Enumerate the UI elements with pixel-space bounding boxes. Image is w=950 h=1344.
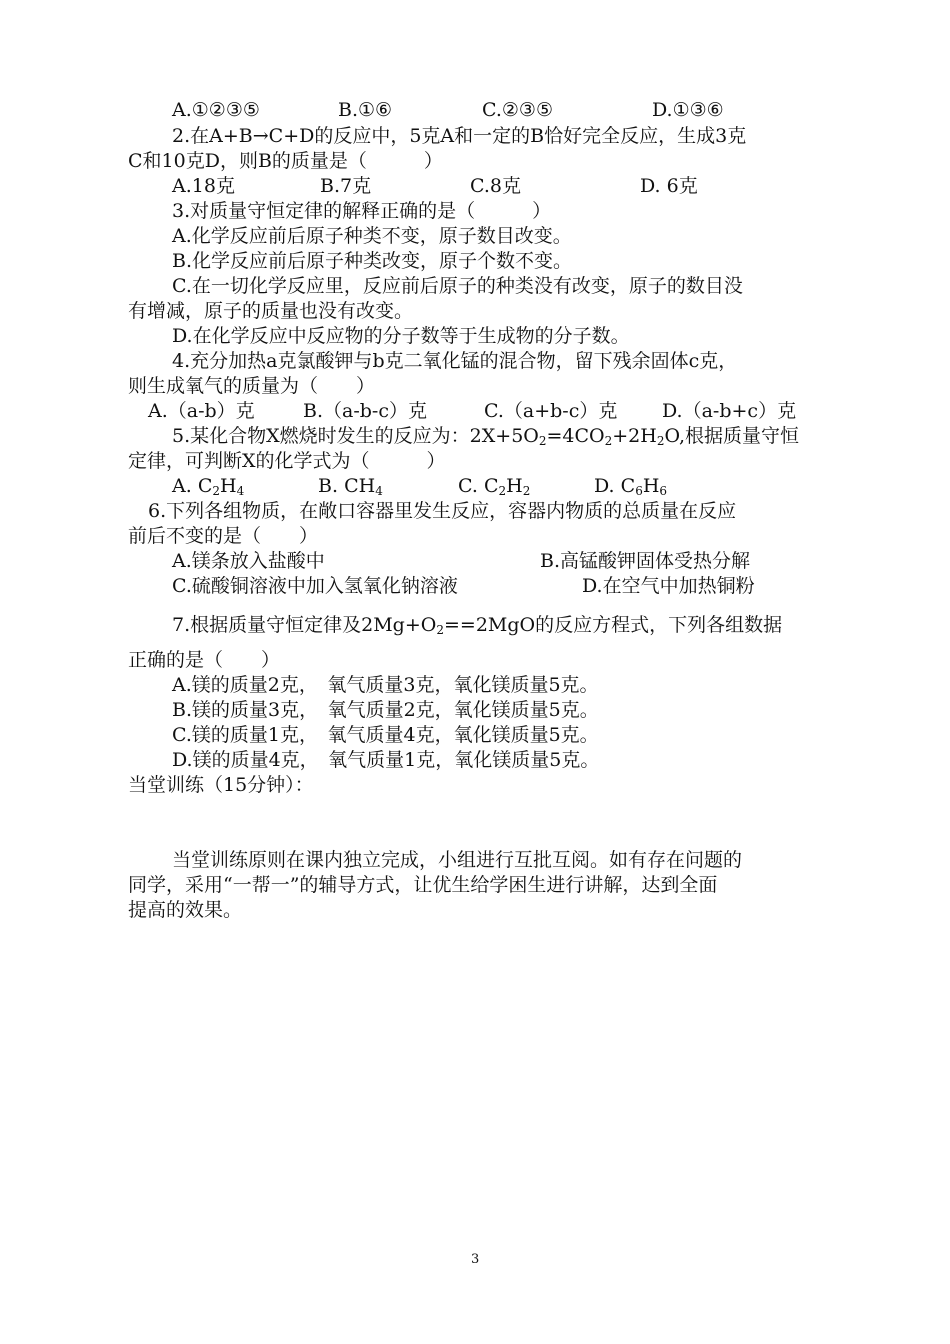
q5-stem-line1: 5.某化合物X燃烧时发生的反应为：$2X+5O_2=4CO_2+2H_2O$,根据质量守恒 (172, 425, 799, 448)
q3-option-c-line2: 有增减，原子的质量也没有改变。 (128, 300, 414, 322)
q2-option-a: A.18克 (172, 175, 235, 197)
q2-option-c: C.8克 (470, 175, 521, 197)
q4-option-b: B.（a-b-c）克 (303, 400, 427, 422)
q7-option-b: B.镁的质量3克， 氧气质量2克，氧化镁质量5克。 (172, 699, 599, 721)
q6-options-row2 (0, 574, 950, 598)
q6-option-b: B.高锰酸钾固体受热分解 (540, 550, 751, 572)
q6-stem-line1: 6.下列各组物质，在敞口容器里发生反应，容器内物质的总质量在反应 (148, 500, 737, 522)
q1-option-c: C.②③⑤ (482, 99, 553, 121)
q6-stem-line2: 前后不变的是（ ） (128, 525, 319, 547)
q2-option-b: B.7克 (320, 175, 372, 197)
q4-option-a: A.（a-b）克 (148, 400, 255, 422)
q2-stem-line2: C和10克D，则B的质量是（ ） (128, 150, 443, 172)
q4-stem-line2: 则生成氧气的质量为（ ） (128, 375, 376, 397)
q1-option-d: D.①③⑥ (652, 99, 724, 121)
q3-option-d: D.在化学反应中反应物的分子数等于生成物的分子数。 (172, 325, 630, 347)
q3-stem: 3.对质量守恒定律的解释正确的是（ ） (172, 200, 552, 222)
q5-option-a: A. $C_2H_4$ (172, 475, 245, 498)
training-heading: 当堂训练（15分钟）： (128, 774, 314, 796)
q5-stem-line2: 定律，可判断X的化学式为（ ） (128, 450, 446, 472)
training-paragraph-line1: 当堂训练原则在课内独立完成，小组进行互批互阅。如有存在问题的 (172, 849, 743, 871)
q4-option-c: C.（a+b-c）克 (484, 400, 618, 422)
q7-option-c: C.镁的质量1克， 氧气质量4克，氧化镁质量5克。 (172, 724, 599, 746)
q7-stem-line1: 7.根据质量守恒定律及$2Mg+O_2==2MgO$的反应方程式，下列各组数据 (172, 614, 783, 637)
training-paragraph-line2: 同学，采用“一帮一”的辅导方式，让优生给学困生进行讲解，达到全面 (128, 874, 718, 896)
q3-option-a: A.化学反应前后原子种类不变，原子数目改变。 (172, 225, 572, 247)
q1-option-b: B.①⑥ (338, 99, 393, 121)
q6-option-d: D.在空气中加热铜粉 (582, 575, 755, 597)
q5-options (0, 474, 950, 498)
q7-option-a: A.镁的质量2克， 氧气质量3克，氧化镁质量5克。 (172, 674, 599, 696)
q2-options (0, 174, 950, 198)
q3-option-c-line1: C.在一切化学反应里，反应前后原子的种类没有改变，原子的数目没 (172, 275, 743, 297)
q7-stem-line2: 正确的是（ ） (128, 649, 281, 671)
q7-option-d: D.镁的质量4克， 氧气质量1克，氧化镁质量5克。 (172, 749, 600, 771)
q4-option-d: D.（a-b+c）克 (662, 400, 797, 422)
q4-stem-line1: 4.充分加热a克氯酸钾与b克二氧化锰的混合物，留下残余固体c克， (172, 350, 738, 372)
q1-options (0, 98, 950, 122)
q6-option-a: A.镁条放入盐酸中 (172, 550, 325, 572)
q6-option-c: C.硫酸铜溶液中加入氢氧化钠溶液 (172, 575, 458, 597)
q3-option-b: B.化学反应前后原子种类改变，原子个数不变。 (172, 250, 573, 272)
q4-options (0, 399, 950, 423)
q5-option-b: B. $CH_4$ (318, 475, 383, 498)
q6-options-row1 (0, 549, 950, 573)
q2-option-d: D. 6克 (640, 175, 698, 197)
q5-option-d: D. $C_6H_6$ (594, 475, 668, 498)
q2-stem-line1: 2.在A+B→C+D的反应中，5克A和一定的B恰好完全反应，生成3克 (172, 125, 747, 147)
q1-option-a: A.①②③⑤ (172, 99, 260, 121)
page-number: 3 (471, 1252, 480, 1267)
training-paragraph-line3: 提高的效果。 (128, 899, 243, 921)
q5-option-c: C. $C_2H_2$ (458, 475, 531, 498)
